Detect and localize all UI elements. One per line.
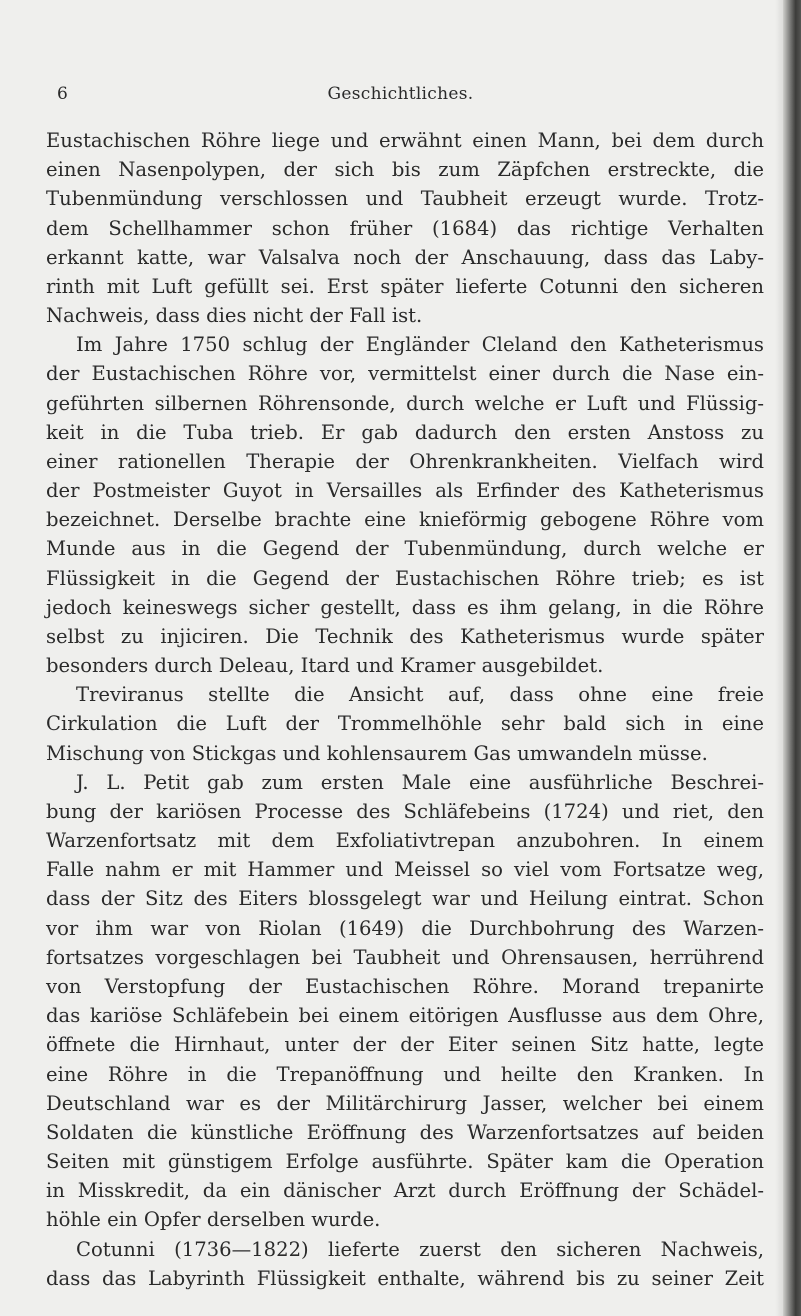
text-line: dem Schellhammer schon früher (1684) das richtige Verhalten — [46, 216, 764, 240]
text-line: Deutschland war es der Militärchirurg Jasser, welcher bei einem — [46, 1091, 764, 1115]
text-line: Eustachischen Röhre liege und erwähnt einen Mann, bei dem durch — [46, 129, 764, 152]
text-line: Flüssigkeit in die Gegend der Eustachischen Röhre trieb; es ist — [46, 566, 764, 590]
text-line: in Misskredit, da ein dänischer Arzt durch Eröffnung der Schädel- — [46, 1179, 764, 1203]
text-line: keit in die Tuba trieb. Er gab dadurch den ersten Anstoss zu — [46, 420, 764, 444]
text-line: höhle ein Opfer derselben wurde. — [46, 1208, 381, 1232]
book-binding-edge — [783, 0, 801, 1316]
running-head: Geschichtliches. — [327, 84, 474, 104]
text-line: bung der kariösen Processe des Schläfebeins (1724) und riet, den — [46, 799, 764, 823]
text-line: vor ihm war von Riolan (1649) die Durchbohrung des Warzen- — [46, 916, 764, 940]
text-line: Seiten mit günstigem Erfolge ausführte. Später kam die Operation — [46, 1150, 764, 1174]
text-line: fortsatzes vorgeschlagen bei Taubheit und Ohrensausen, herrührend — [46, 945, 764, 969]
text-line: Treviranus stellte die Ansicht auf, dass ohne eine freie — [76, 683, 764, 707]
text-line: selbst zu injiciren. Die Technik des Katheterismus wurde später — [46, 624, 764, 648]
text-line: bezeichnet. Derselbe brachte eine knieförmig gebogene Röhre vom — [46, 508, 764, 532]
text-line: geführten silbernen Röhrensonde, durch welche er Luft und Flüssig- — [46, 391, 764, 415]
text-line: einer rationellen Therapie der Ohrenkrankheiten. Vielfach wird — [46, 449, 764, 473]
text-line: Munde aus in die Gegend der Tubenmündung, durch welche er — [46, 537, 764, 561]
body-text — [46, 126, 764, 1293]
page-gutter-shadow — [775, 0, 783, 1316]
text-line: der Eustachischen Röhre vor, vermittelst einer durch die Nase ein- — [46, 362, 764, 386]
text-line: dass das Labyrinth Flüssigkeit enthalte, während bis zu seiner Zeit — [46, 1266, 764, 1290]
text-line: Mischung von Stickgas und kohlensaurem Gas umwandeln müsse. — [46, 741, 708, 765]
text-line: von Verstopfung der Eustachischen Röhre. Morand trepanirte — [46, 974, 764, 998]
text-line: Cotunni (1736—1822) lieferte zuerst den sicheren Nachweis, — [76, 1237, 764, 1261]
text-line: rinth mit Luft gefüllt sei. Erst später lieferte Cotunni den sicheren — [46, 274, 764, 298]
text-line: besonders durch Deleau, Itard und Kramer ausgebildet. — [46, 654, 604, 678]
page-header — [0, 84, 801, 110]
text-line: der Postmeister Guyot in Versailles als Erfinder des Katheterismus — [46, 479, 764, 503]
text-line: öffnete die Hirnhaut, unter der der Eiter seinen Sitz hatte, legte — [46, 1033, 764, 1057]
text-line: erkannt katte, war Valsalva noch der Anschauung, dass das Laby- — [46, 245, 764, 269]
text-line: das kariöse Schläfebein bei einem eitörigen Ausflusse aus dem Ohre, — [46, 1004, 764, 1028]
text-line: Nachweis, dass dies nicht der Fall ist. — [46, 304, 423, 328]
text-line: eine Röhre in die Trepanöffnung und heilte den Kranken. In — [46, 1062, 764, 1086]
text-line: Warzenfortsatz mit dem Exfoliativtrepan anzubohren. In einem — [46, 829, 764, 853]
text-line: jedoch keineswegs sicher gestellt, dass es ihm gelang, in die Röhre — [46, 595, 764, 619]
text-line: Tubenmündung verschlossen und Taubheit erzeugt wurde. Trotz- — [46, 187, 764, 211]
text-line: Im Jahre 1750 schlug der Engländer Cleland den Katheterismus — [76, 333, 764, 357]
text-line: einen Nasenpolypen, der sich bis zum Zäpfchen erstreckte, die — [46, 158, 764, 182]
text-line: Falle nahm er mit Hammer und Meissel so viel vom Fortsatze weg, — [46, 858, 764, 882]
text-line: dass der Sitz des Eiters blossgelegt war und Heilung eintrat. Schon — [46, 887, 764, 911]
text-line: J. L. Petit gab zum ersten Male eine ausführliche Beschrei- — [76, 770, 764, 794]
page-number: 6 — [57, 84, 68, 104]
text-line: Cirkulation die Luft der Trommelhöhle sehr bald sich in eine — [46, 712, 764, 736]
text-line: Soldaten die künstliche Eröffnung des Warzenfortsatzes auf beiden — [46, 1120, 764, 1144]
